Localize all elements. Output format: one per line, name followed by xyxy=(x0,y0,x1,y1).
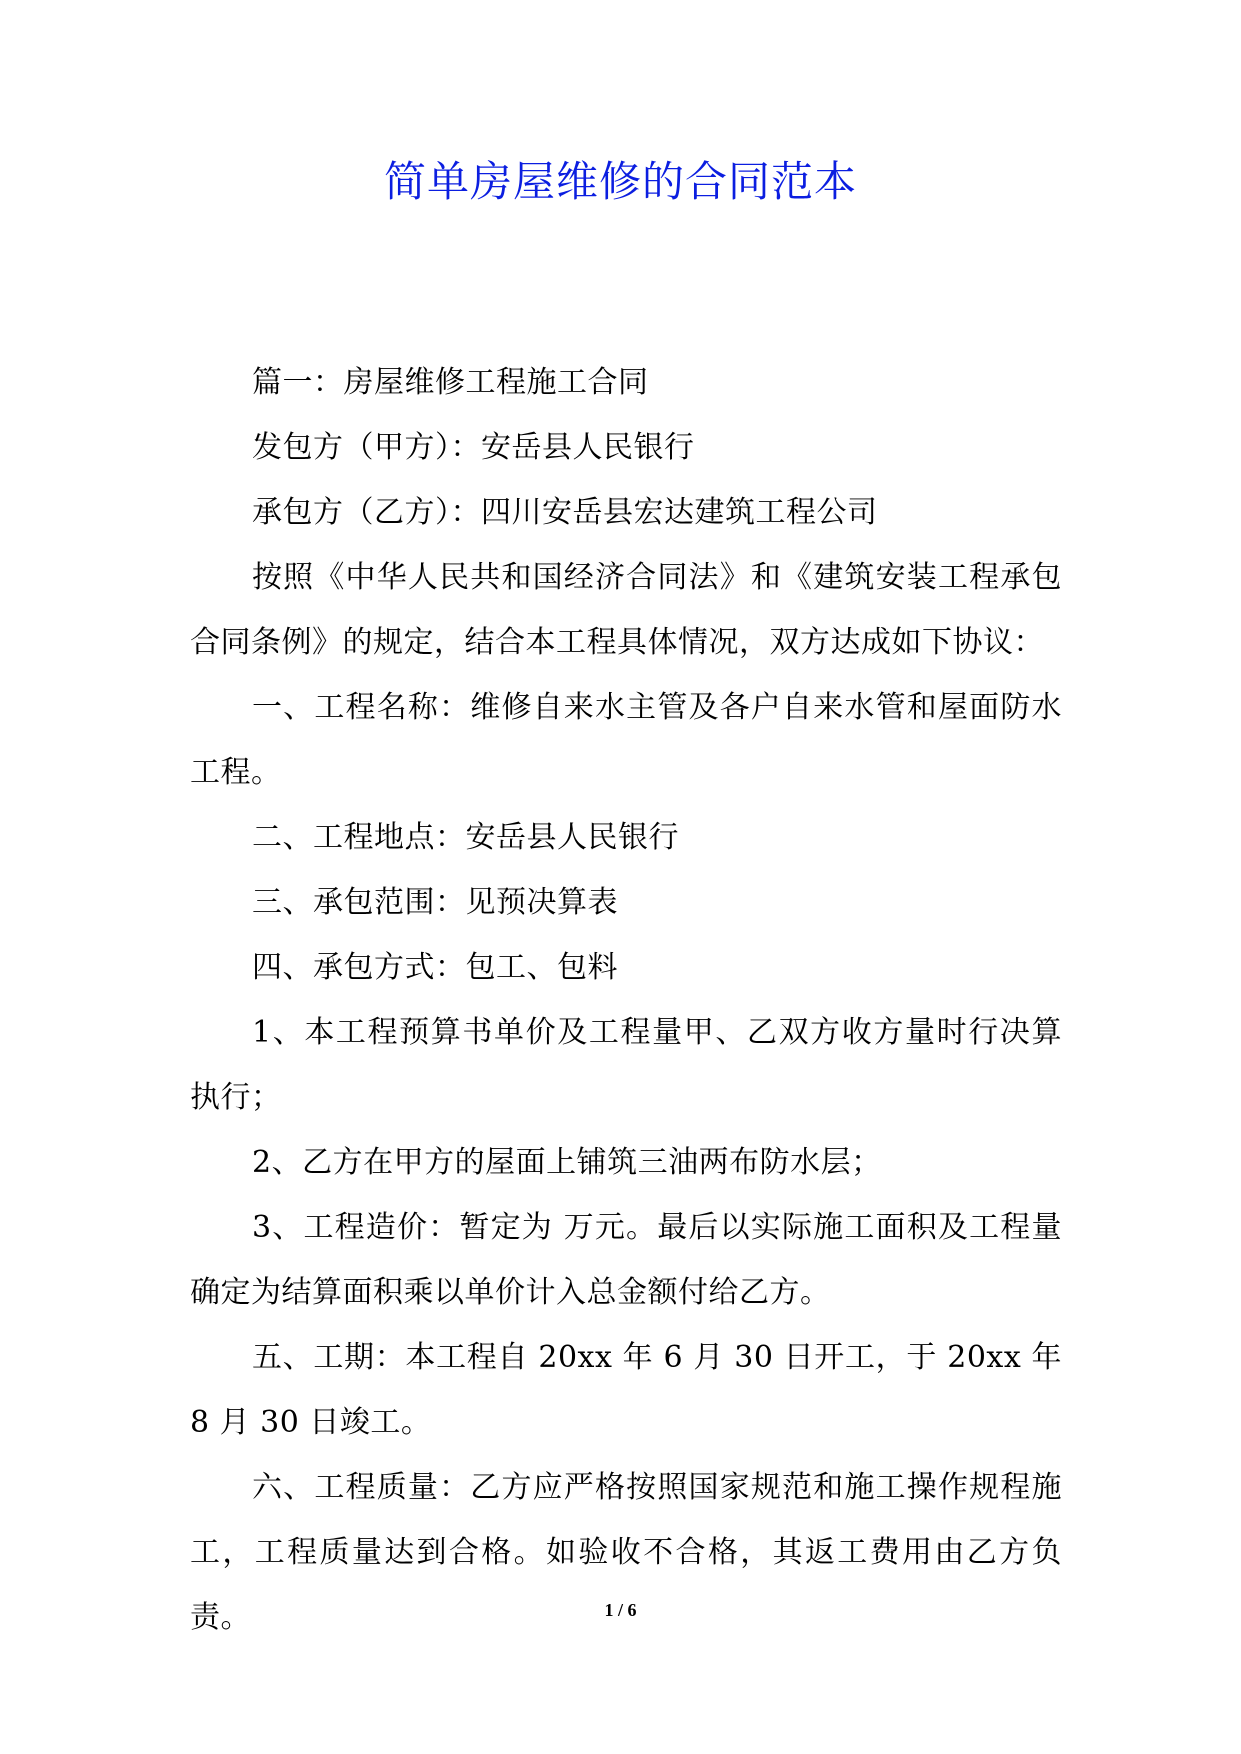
page-number: 1 / 6 xyxy=(604,1600,637,1620)
paragraph: 二、工程地点：安岳县人民银行 xyxy=(252,820,679,855)
paragraph: 一、工程名称：维修自来水主管及各户自来水管和屋面防水工程。 xyxy=(190,690,1062,790)
paragraph: 四、承包方式：包工、包料 xyxy=(252,950,618,985)
paragraph: 六、工程质量：乙方应严格按照国家规范和施工操作规程施工，工程质量达到合格。如验收不合格，其返工费用由乙方负责。 xyxy=(190,1470,1062,1635)
paragraph: 五、工期：本工程自 20xx 年 6 月 30 日开工，于 20xx 年 8 月 30 日竣工。 xyxy=(190,1340,1062,1440)
paragraph: 篇一：房屋维修工程施工合同 xyxy=(252,365,649,400)
document-title: 简单房屋维修的合同范本 xyxy=(383,157,857,206)
paragraph: 3、工程造价：暂定为 万元。最后以实际施工面积及工程量确定为结算面积乘以单价计入总金额付给乙方。 xyxy=(190,1210,1062,1310)
document-body xyxy=(190,350,1062,1650)
paragraph: 按照《中华人民共和国经济合同法》和《建筑安装工程承包合同条例》的规定，结合本工程具体情况，双方达成如下协议： xyxy=(190,560,1062,660)
paragraph: 2、乙方在甲方的屋面上铺筑三油两布防水层； xyxy=(252,1145,882,1180)
paragraph: 发包方（甲方）：安岳县人民银行 xyxy=(252,430,695,465)
paragraph: 三、承包范围：见预决算表 xyxy=(252,885,618,920)
paragraph: 1、本工程预算书单价及工程量甲、乙双方收方量时行决算执行； xyxy=(190,1015,1062,1115)
paragraph: 承包方（乙方）：四川安岳县宏达建筑工程公司 xyxy=(252,495,878,530)
